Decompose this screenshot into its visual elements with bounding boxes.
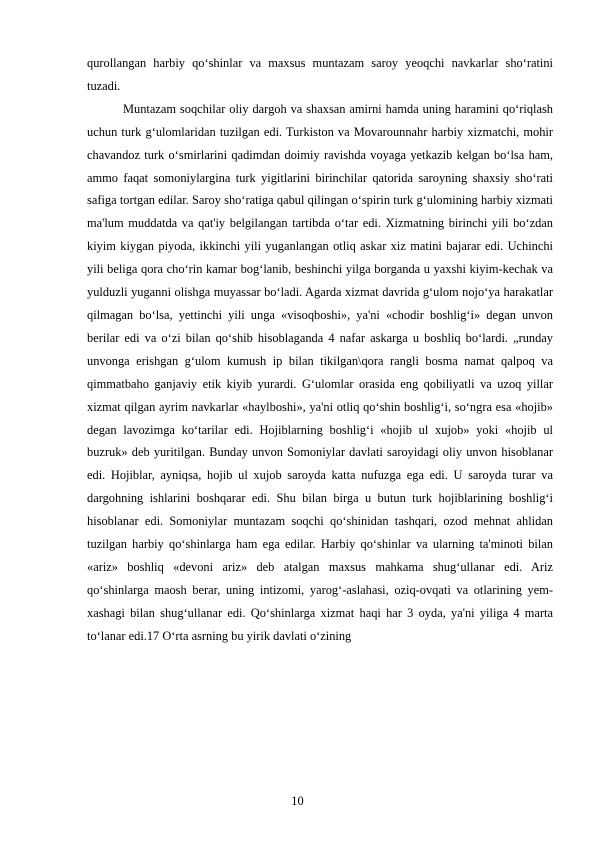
body-text [87,52,553,648]
paragraph-continuation: qurollangan harbiy qo‘shinlar va maxsus muntazam saroy yeoqchi navkarlar sho‘ratini tuzadi. [87,56,553,93]
page-number: 10 [291,794,304,808]
paragraph-soqchilar: Muntazam soqchilar oliy dargoh va shaxsan amirni hamda uning haramini qo‘riqlash uchun turk g‘ulomlaridan tuzilgan edi. Turkiston va Movarounnahr harbiy xizmatchi, mohir chavandoz turk o‘smirlarini qadimdan doimiy ravishda voyaga yetkazib kelgan bo‘lsa ham, ammo faqat somoniylargina turk yigitlarini birinchilar qatorida saroyning shaxsiy sho‘rati safiga tortgan edilar. Saroy sho‘ratiga qabul qilingan o‘spirin turk g‘ulomining harbiy xizmati ma'lum muddatda va qat'iy belgilangan tartibda o‘tar edi. Xizmatning birinchi yili bo‘zdan kiyim kiygan piyoda, ikkinchi yili yuganlangan otliq askar xiz matini bajarar edi. Uchinchi yili beliga qora cho‘rin kamar bog‘lanib, beshinchi yilga borganda u yaxshi kiyim-kechak va yulduzli yuganni olishga muyassar bo‘ladi. Agarda xizmat davrida g‘ulom nojo‘ya harakatlar qilmagan bo‘lsa, yettinchi yili unga «visoqboshi», ya'ni «chodir boshlig‘i» degan unvon berilar edi va o‘zi bilan qo‘shib hisoblaganda 4 nafar askarga u boshliq bo‘lardi. „runday unvonga erishgan g‘ulom kumush ip bilan tikilgan\qora rangli bosma namat qalpoq va qimmatbaho ganjaviy etik kiyib yurardi. G‘ulomlar orasida eng qobiliyatli va uzoq yillar xizmat qilgan ayrim navkarlar «haylboshi», ya'ni otliq qo‘shin boshlig‘i, so‘ngra esa «hojib» degan lavozimga ko‘tarilar edi. Hojiblarning boshlig‘i «hojib ul xujob» yoki «hojib ul buzruk» deb yuritilgan. Bunday unvon Somoniylar davlati saroyidagi oliy unvon hisoblanar edi. Hojiblar, ayniqsa, hojib ul xujob saroyda katta nufuzga ega edi. U saroyda turar va dargohning ishlarini boshqarar edi. Shu bilan birga u butun turk hojiblarining boshlig‘i hisoblanar edi. Somoniylar muntazam soqchi qo‘shinidan tashqari, ozod mehnat ahlidan tuzilgan harbiy qo‘shinlarga ham ega edilar. Harbiy qo‘shinlar va ularning ta'minoti bilan «ariz» boshliq «devoni ariz» deb atalgan maxsus mahkama shug‘ullanar edi. Ariz qo‘shinlarga maosh berar, uning intizomi, yarog‘-aslahasi, oziq-ovqati va otlarining yem-xashagi bilan shug‘ullanar edi. Qo‘shinlarga xizmat haqi har 3 oyda, ya'ni yiliga 4 marta to‘lanar edi.17 O‘rta asrning bu yirik davlati o‘zining [87,101,553,643]
